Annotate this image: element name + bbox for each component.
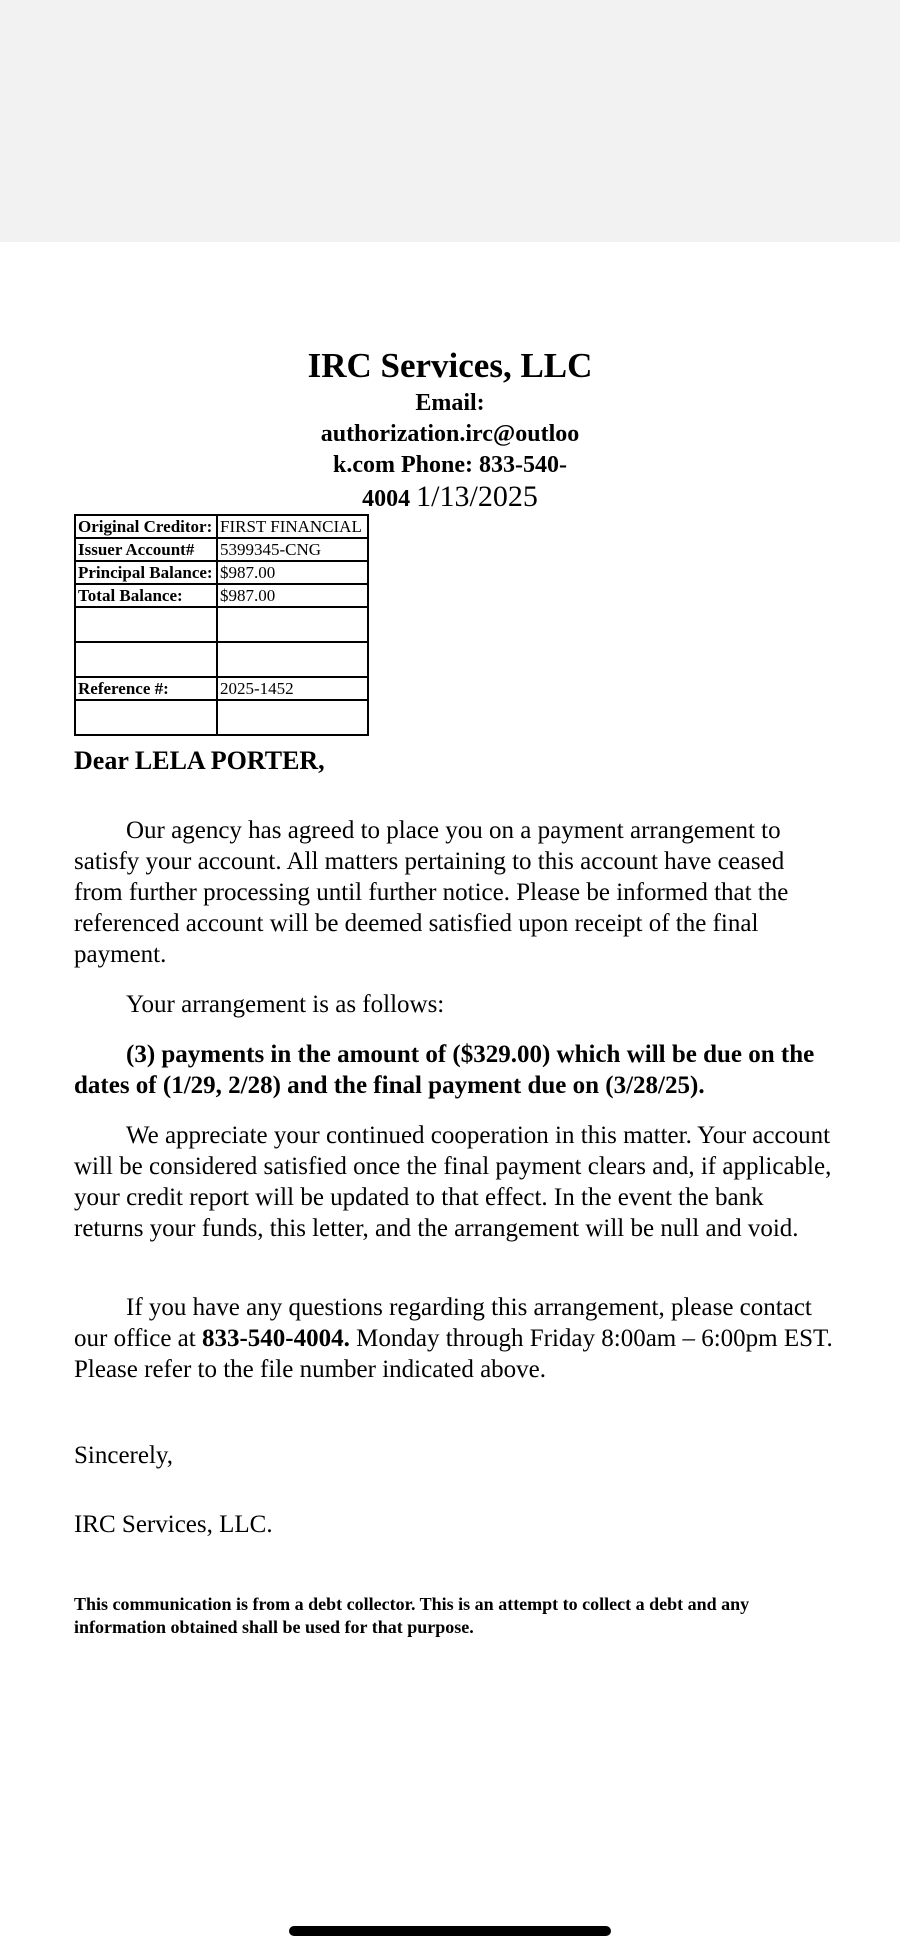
table-row: [75, 607, 368, 642]
paragraph-cooperation: We appreciate your continued cooperation in this matter. Your account will be considered satisfied once the final payment clears and, if applicable, your credit report will be updated to that effect. In the event the bank returns your funds, this letter, and the arrangement will be null and void.: [74, 1122, 832, 1242]
signer: IRC Services, LLC.: [74, 1511, 273, 1538]
row-value: $987.00: [217, 584, 368, 607]
table-row: [75, 642, 368, 677]
phone-label: Phone:: [401, 452, 473, 478]
row-value: [217, 700, 368, 735]
contact-text-after: Monday through Friday 8:00am – 6:00pm EST. Please refer to the file number indicated above.: [74, 1325, 833, 1383]
row-label: Issuer Account#: [75, 538, 217, 561]
row-label: Reference #:: [75, 677, 217, 700]
contact-block: [320, 388, 580, 515]
email-label: Email:: [415, 390, 485, 416]
row-label: [75, 700, 217, 735]
row-label: [75, 642, 217, 677]
row-value: [217, 642, 368, 677]
closing: Sincerely,: [74, 1442, 174, 1469]
row-label: [75, 607, 217, 642]
row-label: Original Creditor:: [75, 515, 217, 538]
account-details-table: [74, 514, 369, 736]
table-row: [75, 700, 368, 735]
contact-text-before: If you have any questions regarding this arrangement, please contact our office at: [74, 1294, 812, 1352]
row-value: 5399345-CNG: [217, 538, 368, 561]
table-row: [75, 515, 368, 538]
paragraph-contact: [74, 1292, 834, 1385]
row-value: FIRST FINANCIAL: [217, 515, 368, 538]
salutation: Dear LELA PORTER,: [74, 746, 325, 775]
table-row: [75, 677, 368, 700]
letter-date: 1/13/2025: [416, 480, 538, 513]
home-indicator-bar[interactable]: [289, 1926, 611, 1936]
contact-phone: 833-540-4004.: [201, 1325, 350, 1352]
table-row: [75, 561, 368, 584]
phone-number: 833-540-4004: [362, 452, 567, 512]
row-label: Total Balance:: [75, 584, 217, 607]
paragraph-intro: Our agency has agreed to place you on a payment arrangement to satisfy your account. All matters pertaining to this account have ceased from further processing until further notice. Please be informed that the referenced account will be deemed satisfied upon receipt of the final payment.: [74, 817, 789, 968]
table-row: [75, 584, 368, 607]
row-value: [217, 607, 368, 642]
arrangement-terms: (3) payments in the amount of ($329.00) which will be due on the dates of (1/29, 2/28) and the final payment due on (3/28/25).: [74, 1041, 815, 1099]
debt-collector-disclaimer: This communication is from a debt collector. This is an attempt to collect a debt and any information obtained shall be used for that purpose.: [74, 1594, 750, 1637]
row-label: Principal Balance:: [75, 561, 217, 584]
table-row: [75, 538, 368, 561]
company-name: IRC Services, LLC: [307, 346, 593, 385]
paragraph-arrangement-intro: Your arrangement is as follows:: [126, 991, 445, 1018]
row-value: $987.00: [217, 561, 368, 584]
email-address: authorization.irc@outlook.com: [320, 421, 580, 478]
top-gray-band: [0, 0, 900, 242]
row-value: 2025-1452: [217, 677, 368, 700]
